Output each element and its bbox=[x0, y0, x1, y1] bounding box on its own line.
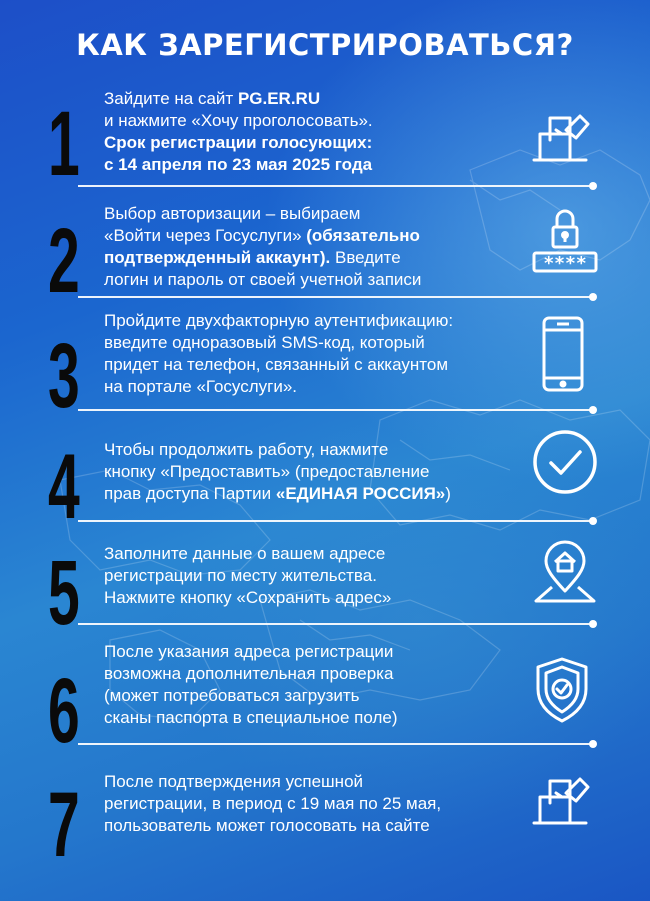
step-number: 7 bbox=[48, 774, 80, 876]
step-line: сканы паспорта в специальное поле) bbox=[104, 708, 398, 727]
ballot-box-icon bbox=[530, 104, 594, 168]
step-number: 6 bbox=[48, 660, 80, 762]
home-location-icon bbox=[530, 537, 600, 607]
check-circle-icon bbox=[530, 427, 600, 497]
step-line: логин и пароль от своей учетной записи bbox=[104, 270, 422, 289]
step-text bbox=[104, 203, 524, 291]
step-number: 5 bbox=[48, 542, 80, 644]
step-text bbox=[104, 439, 524, 505]
divider-line bbox=[78, 296, 592, 298]
password-mask: **** bbox=[543, 253, 587, 274]
step-line: регистрации по месту жительства. bbox=[104, 566, 377, 585]
step-text bbox=[104, 310, 524, 398]
step-line: регистрации, в период с 19 мая по 25 мая, bbox=[104, 794, 442, 813]
step-number: 1 bbox=[48, 93, 80, 195]
lock-password-icon bbox=[530, 205, 600, 275]
step-line: «Войти через Госуслуги» (обязательно bbox=[104, 226, 420, 245]
step-number: 3 bbox=[48, 325, 80, 427]
step-line: на портале «Госуслуги». bbox=[104, 377, 298, 396]
step-text bbox=[104, 543, 524, 609]
step-number: 2 bbox=[48, 210, 80, 312]
step-text bbox=[104, 771, 524, 837]
step-text bbox=[104, 641, 524, 729]
party-name: «ЕДИНАЯ РОССИЯ» bbox=[275, 484, 446, 503]
step-line: После указания адреса регистрации bbox=[104, 642, 394, 661]
smartphone-icon bbox=[530, 314, 594, 394]
step-line: Нажмите кнопку «Сохранить адрес» bbox=[104, 588, 392, 607]
page-title: КАК ЗАРЕГИСТРИРОВАТЬСЯ? bbox=[76, 28, 574, 62]
shield-check-icon bbox=[530, 655, 594, 725]
step-line: введите одноразовый SMS-код, который bbox=[104, 333, 425, 352]
step-line: возможна дополнительная проверка bbox=[104, 664, 394, 683]
step-number: 4 bbox=[48, 436, 80, 538]
step-line: Заполните данные о вашем адресе bbox=[104, 544, 386, 563]
divider-line bbox=[78, 409, 592, 411]
divider-line bbox=[78, 743, 592, 745]
step-line: Пройдите двухфакторную аутентификацию: bbox=[104, 311, 454, 330]
step-text bbox=[104, 88, 524, 176]
step-line: пользователь может голосовать на сайте bbox=[104, 816, 430, 835]
step-line: придет на телефон, связанный с аккаунтом bbox=[104, 355, 449, 374]
step-line: подтвержденный аккаунт). Введите bbox=[104, 248, 401, 267]
ballot-box-icon bbox=[530, 767, 594, 831]
step-line: (может потребоваться загрузить bbox=[104, 686, 360, 705]
divider-line bbox=[78, 520, 592, 522]
divider-line bbox=[78, 185, 592, 187]
site-link-text: PG.ER.RU bbox=[237, 89, 321, 108]
step-line: кнопку «Предоставить» (предоставление bbox=[104, 462, 430, 481]
step-line: Срок регистрации голосующих: bbox=[104, 133, 373, 152]
step-line: Зайдите на сайт PG.ER.RU bbox=[104, 89, 321, 108]
step-line: прав доступа Партии «ЕДИНАЯ РОССИЯ») bbox=[104, 484, 451, 503]
divider-line bbox=[78, 623, 592, 625]
step-line: с 14 апреля по 23 мая 2025 года bbox=[104, 155, 373, 174]
step-line: Выбор авторизации – выбираем bbox=[104, 204, 361, 223]
step-line: После подтверждения успешной bbox=[104, 772, 364, 791]
step-line: Чтобы продолжить работу, нажмите bbox=[104, 440, 389, 459]
step-line: и нажмите «Хочу проголосовать». bbox=[104, 111, 373, 130]
